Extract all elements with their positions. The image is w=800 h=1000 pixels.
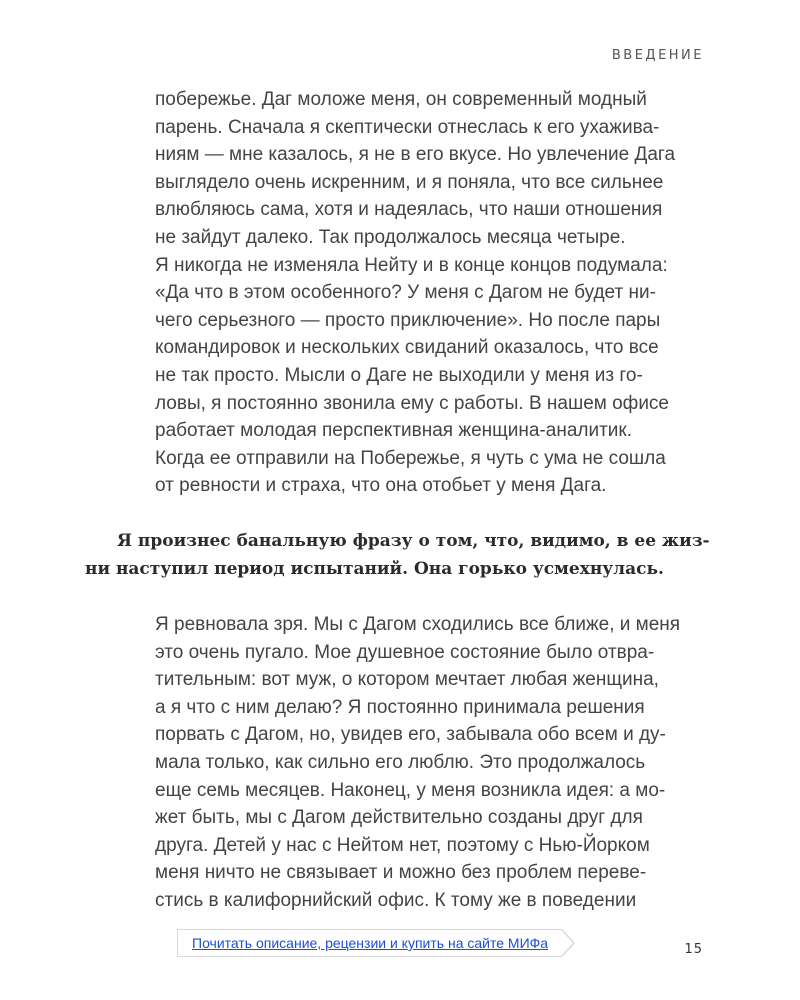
quote-line: ловы, я постоянно звонила ему с работы. В нашем офисе bbox=[155, 392, 669, 414]
quote-line: Когда ее отправили на Побережье, я чуть с ума не сошла bbox=[155, 447, 666, 469]
quote-line: от ревности и страха, что она отобьет у меня Дага. bbox=[155, 475, 607, 497]
quote-block-2 bbox=[155, 611, 715, 915]
page-number: 15 bbox=[684, 942, 703, 957]
quote-line: мала только, как сильно его люблю. Это продолжалось bbox=[155, 751, 646, 773]
narration-line: Я произнес банальную фразу о том, что, видимо, в ее жиз- bbox=[117, 531, 710, 551]
quote-line: жет быть, мы с Дагом действительно созданы друг для bbox=[155, 807, 643, 829]
quote-line: побережье. Даг моложе меня, он современный модный bbox=[155, 89, 647, 110]
quote-line: работает молодая перспективная женщина-аналитик. bbox=[155, 420, 632, 442]
quote-line: чего серьезного — просто приключение». Но после пары bbox=[155, 309, 661, 331]
running-header: ВВЕДЕНИЕ bbox=[611, 48, 704, 63]
narration-paragraph bbox=[85, 527, 725, 583]
quote-line: выглядело очень искренним, и я поняла, что все сильнее bbox=[155, 171, 664, 193]
quote-line: командировок и нескольких свиданий оказалось, что все bbox=[155, 337, 659, 359]
quote-line: меня ничто не связывает и можно без проблем переве- bbox=[155, 862, 647, 884]
narration-line: ни наступил период испытаний. Она горько усмехнулась. bbox=[85, 559, 664, 579]
quote-line: влюбляюсь сама, хотя и надеялась, что наши отношения bbox=[155, 199, 663, 221]
quote-line: друга. Детей у нас с Нейтом нет, поэтому с Нью-Йорком bbox=[155, 834, 650, 856]
quote-line: порвать с Дагом, но, увидев его, забывала обо всем и ду- bbox=[155, 724, 666, 746]
quote-line: не так просто. Мысли о Даге не выходили у меня из го- bbox=[155, 364, 643, 386]
quote-line: ниям — мне казалось, я не в его вкусе. Но увлечение Дага bbox=[155, 144, 676, 166]
quote-line: Я никогда не изменяла Нейту и в конце концов подумала: bbox=[155, 254, 668, 276]
quote-line: стись в калифорнийский офис. К тому же в поведении bbox=[155, 889, 637, 911]
mif-store-link[interactable]: Почитать описание, рецензии и купить на сайте МИФа bbox=[192, 935, 549, 951]
quote-line: парень. Сначала я скептически отнеслась к его ухажива- bbox=[155, 116, 660, 138]
quote-line: это очень пугало. Мое душевное состояние было отвра- bbox=[155, 641, 655, 663]
quote-line: Я ревновала зря. Мы с Дагом сходились все ближе, и меня bbox=[155, 614, 681, 635]
quote-line: тительным: вот муж, о котором мечтает любая женщина, bbox=[155, 669, 659, 691]
quote-line: «Да что в этом особенного? У меня с Дагом не будет ни- bbox=[155, 282, 656, 304]
quote-line: еще семь месяцев. Наконец, у меня возникла идея: а мо- bbox=[155, 779, 666, 801]
banner-arrow-icon bbox=[562, 929, 575, 957]
mif-store-banner[interactable] bbox=[177, 929, 562, 957]
quote-block-1 bbox=[155, 86, 715, 500]
quote-line: а я что с ним делаю? Я постоянно принимала решения bbox=[155, 696, 645, 718]
quote-line: не зайдут далеко. Так продолжалось месяца четыре. bbox=[155, 226, 626, 248]
